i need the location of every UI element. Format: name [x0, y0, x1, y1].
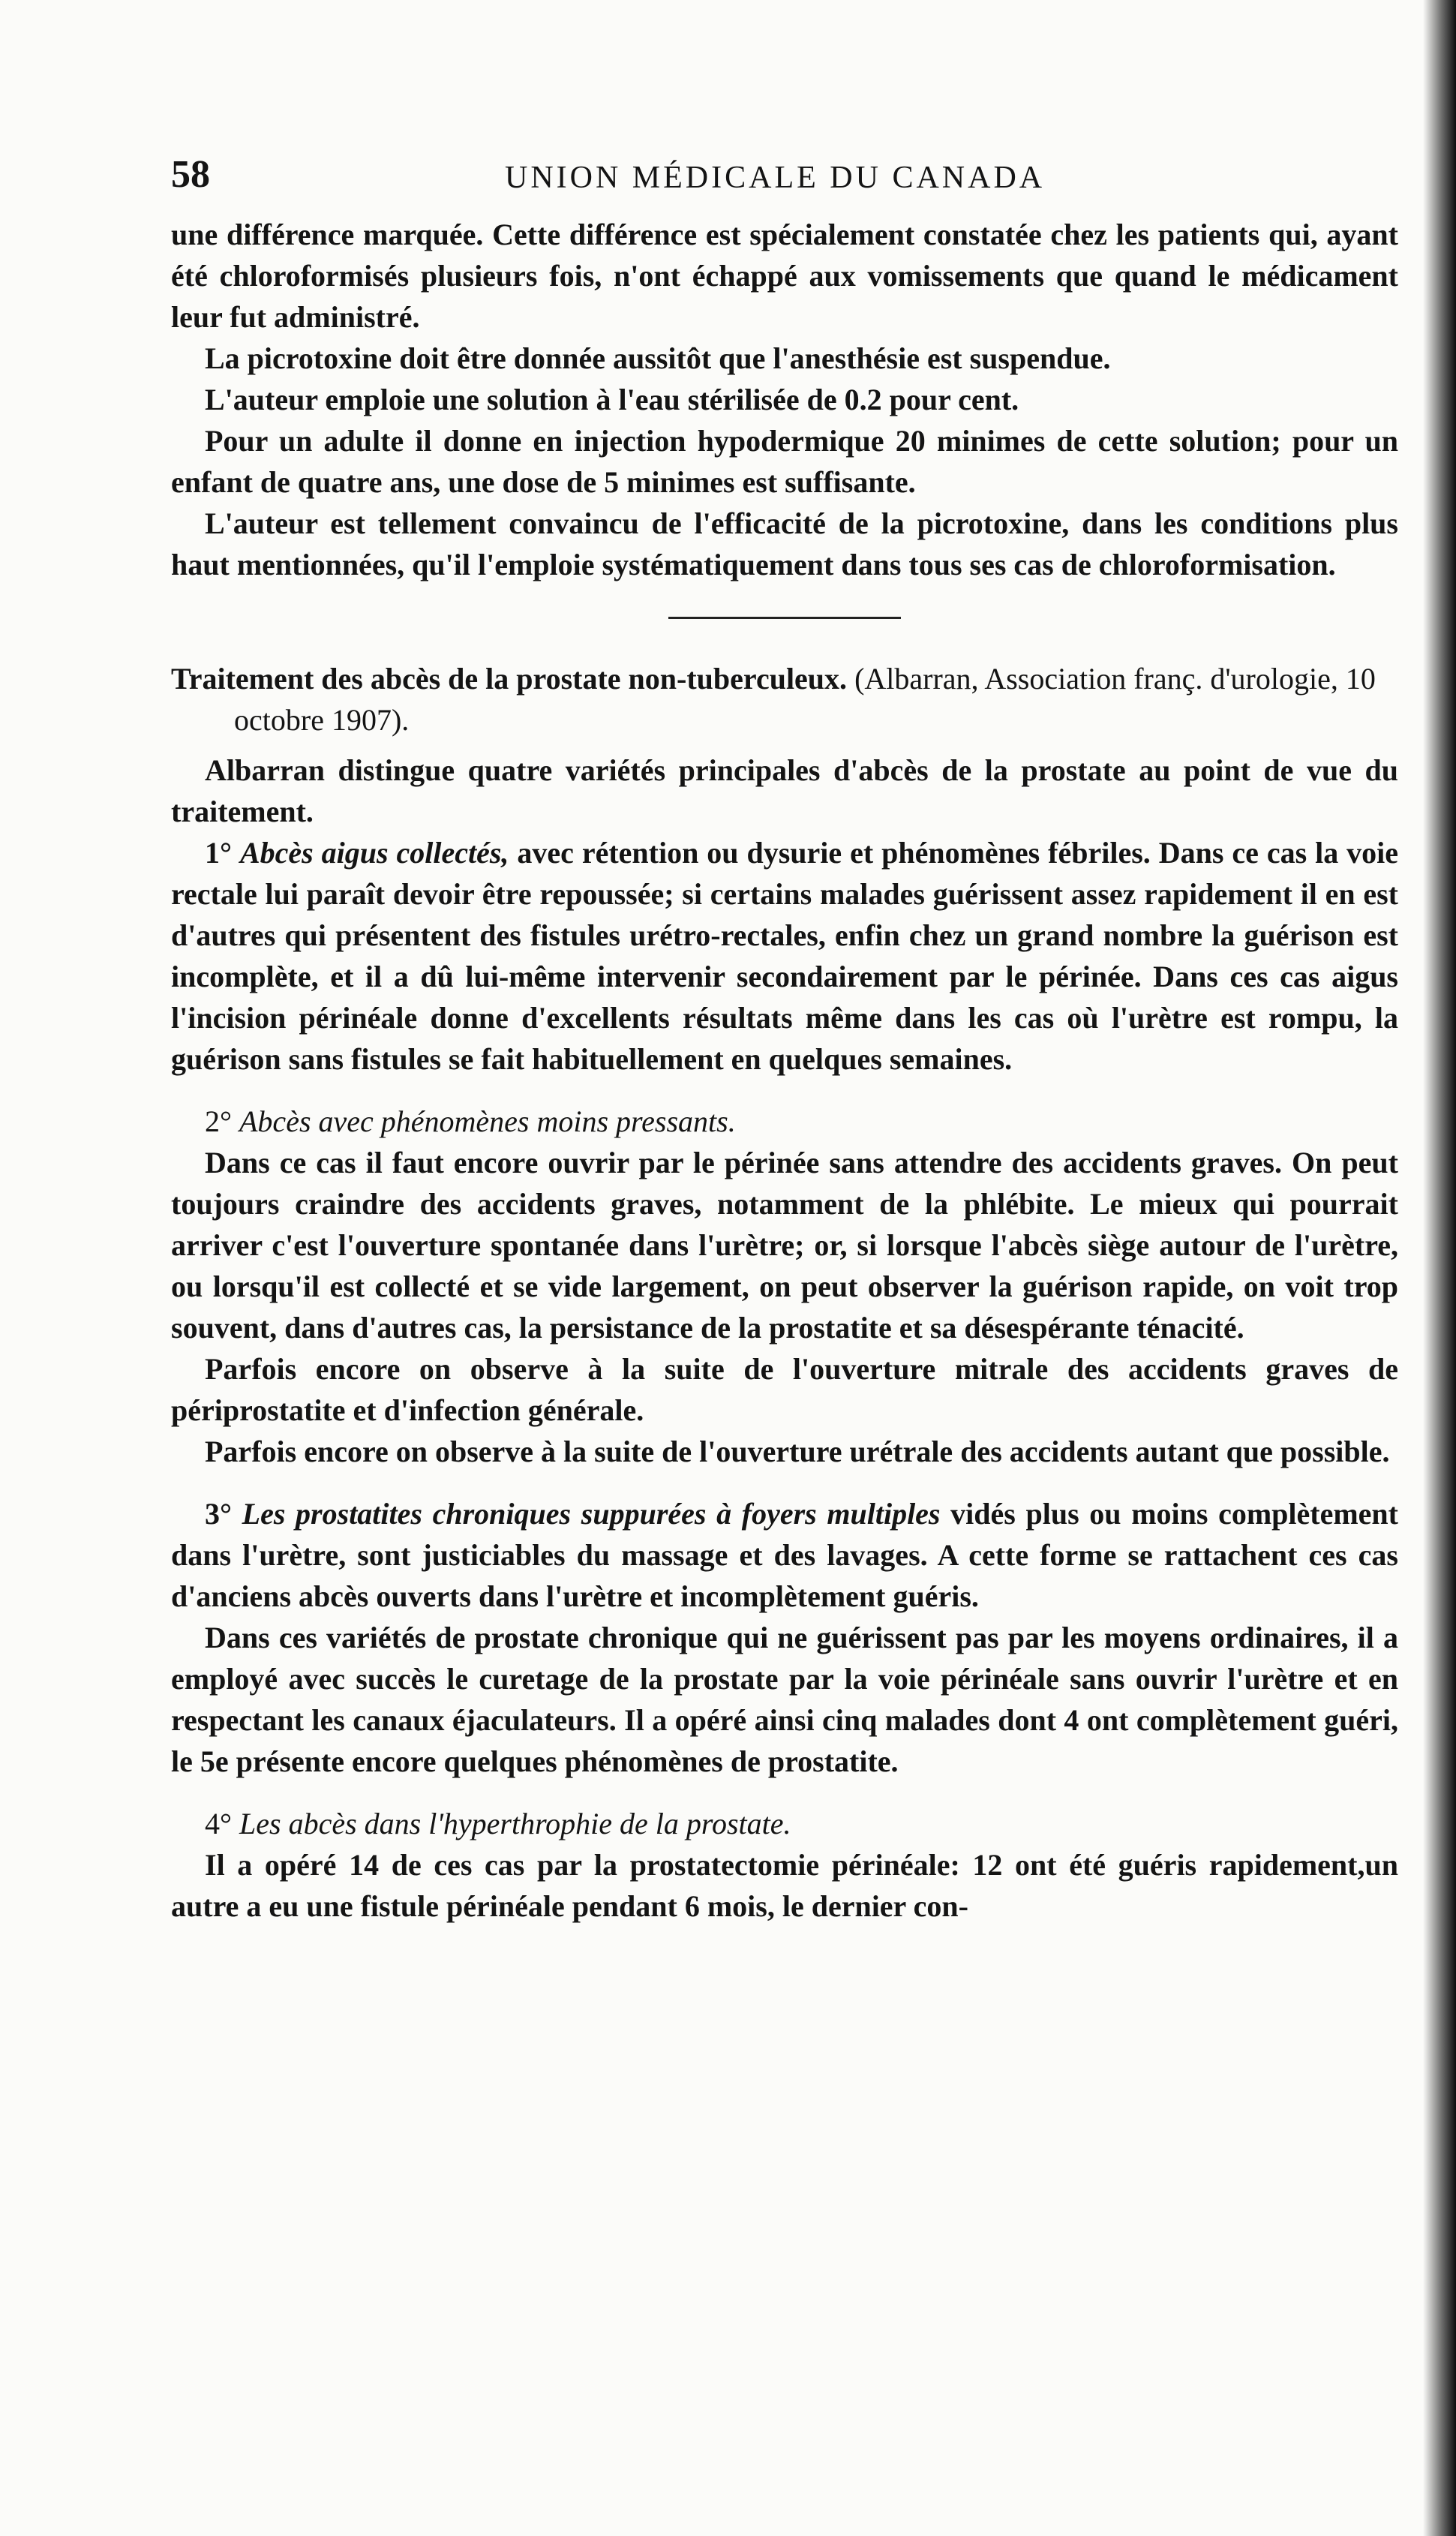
article-source: (Albarran, Association franç. d'urologie, 10 octobre 1907).: [234, 662, 1376, 737]
scan-binding-edge: [1423, 0, 1456, 2536]
list-item-3: [171, 1493, 1398, 1617]
paragraph: Parfois encore on observe à la suite de l'ouverture urétrale des accidents autant que possible.: [205, 1435, 1390, 1468]
section-divider: [668, 617, 901, 619]
item-number: 2°: [205, 1104, 232, 1138]
paragraph: L'auteur emploie une solution à l'eau stérilisée de 0.2 pour cent.: [205, 383, 1019, 416]
item-number: 4°: [205, 1807, 232, 1840]
item-title: Les prostatites chroniques suppurées à foyers multiples: [242, 1497, 941, 1531]
item-number: 1°: [205, 836, 232, 870]
list-item-1: [171, 832, 1398, 1080]
page-number: 58: [171, 153, 210, 196]
book-page: [171, 146, 1398, 1927]
item-text: avec rétention ou dysurie et phénomènes fébriles. Dans ce cas la voie rectale lui paraît devoir être repoussée; si certains malades guérissent assez rapidement il en est d'autres qui présentent des fistules urétro-rectales, enfin chez un grand nombre la guérison est incomplète, et il a dû lui-même intervenir secondairement par le périnée. Dans ces cas aigus l'incision périnéale donne d'excellents résultats même dans les cas où l'urètre est rompu, la guérison sans fistules se fait habituellement en quelques semaines.: [171, 836, 1399, 1076]
paragraph: Pour un adulte il donne en injection hypodermique 20 minimes de cette solution; pour un enfant de quatre ans, une dose de 5 minimes est suffisante.: [171, 424, 1398, 499]
item-title: Abcès aigus collectés,: [239, 836, 509, 870]
item-title: Les abcès dans l'hyperthrophie de la prostate.: [239, 1807, 791, 1840]
article-heading: Traitement des abcès de la prostate non-tuberculeux.: [171, 662, 848, 696]
item-text: vidés plus ou moins complètement dans l'urètre, sont justiciables du massage et des lavages. A cette forme se rattachent ces cas d'anciens abcès ouverts dans l'urètre et incomplètement guéris.: [171, 1497, 1399, 1613]
item-title: Abcès avec phénomènes moins pressants.: [239, 1104, 736, 1138]
article-title: [171, 658, 1398, 741]
paragraph: Dans ces variétés de prostate chronique qui ne guérissent pas par les moyens ordinaires, il a employé avec succès le curetage de la prostate par la voie périnéale sans ouvrir l'urètre et en respectant les canaux éjaculateurs. Il a opéré ainsi cinq malades dont 4 ont complètement guéri, le 5e présente encore quelques phénomènes de prostatite.: [171, 1621, 1398, 1778]
page-header: [171, 146, 1398, 214]
paragraph: Dans ce cas il faut encore ouvrir par le périnée sans attendre des accidents graves. On peut toujours craindre des accidents graves, notamment de la phlébite. Le mieux qui pourrait arriver c'est l'ouverture spontanée dans l'urètre; or, si lorsque l'abcès siège autour de l'urètre, ou lorsqu'il est collecté et se vide largement, on peut observer la guérison rapide, on voit trop souvent, dans d'autres cas, la persistance de la prostatite et sa désespérante ténacité.: [171, 1146, 1398, 1345]
paragraph: une différence marquée. Cette différence est spécialement constatée chez les patients qui, ayant été chloroformisés plusieurs fois, n'ont échappé aux vomissements que quand le médicament leur fut administré.: [171, 218, 1398, 334]
running-title: UNION MÉDICALE DU CANADA: [505, 161, 1046, 195]
paragraph: Albarran distingue quatre variétés principales d'abcès de la prostate au point de vue du traitement.: [171, 753, 1398, 828]
paragraph: Parfois encore on observe à la suite de l'ouverture mitrale des accidents graves de périprostatite et d'infection générale.: [171, 1352, 1398, 1427]
paragraph: L'auteur est tellement convaincu de l'efficacité de la picrotoxine, dans les conditions plus haut mentionnées, qu'il l'emploie systématiquement dans tous ses cas de chloroformisation.: [171, 506, 1398, 581]
paragraph: Il a opéré 14 de ces cas par la prostatectomie périnéale: 12 ont été guéris rapidement,un autre a eu une fistule périnéale pendant 6 mois, le dernier con-: [171, 1848, 1398, 1923]
list-item-2-heading: [171, 1101, 1398, 1142]
paragraph: La picrotoxine doit être donnée aussitôt que l'anesthésie est suspendue.: [205, 341, 1111, 375]
list-item-4-heading: [171, 1803, 1398, 1844]
item-number: 3°: [205, 1497, 232, 1531]
